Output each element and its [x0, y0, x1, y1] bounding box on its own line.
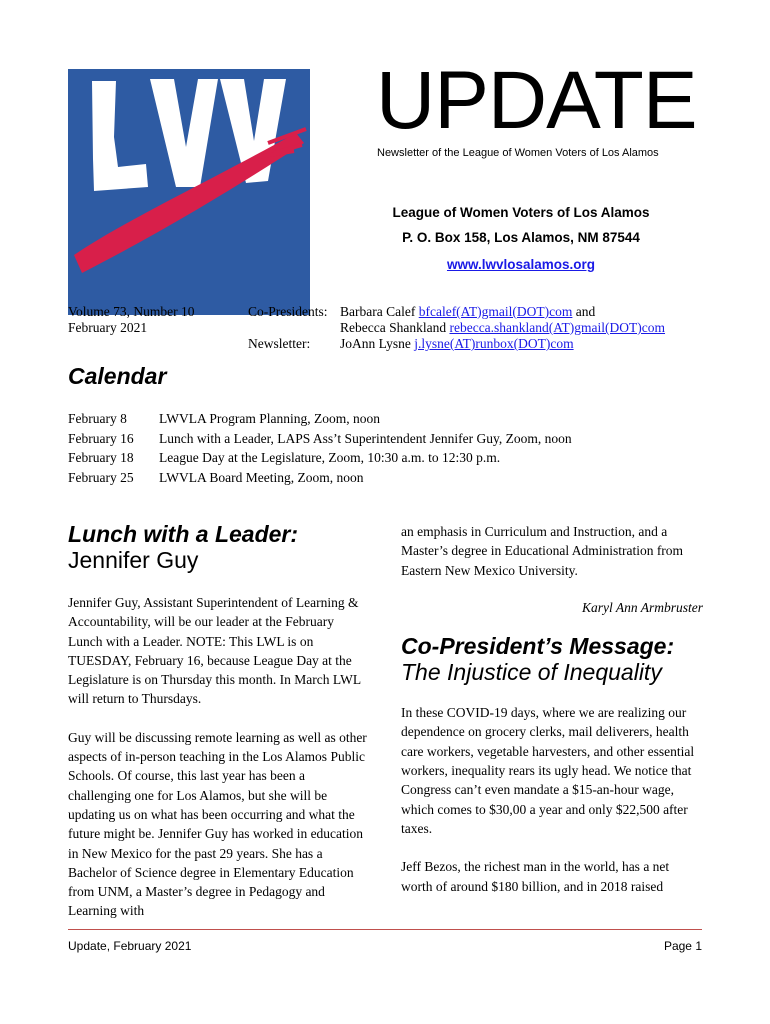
president1-and: and: [572, 304, 596, 319]
editor-email-link[interactable]: j.lysne(AT)runbox(DOT)com: [414, 336, 574, 351]
lunch-article-para: Jennifer Guy, Assistant Superintendent of Learning & Accountability, will be our leader at the February Lunch with a Leader. NOTE: This LWL is on TUESDAY, February 16, because League Day at the Legislature is on Thursday this month. In March LWL will return to Thursdays.: [68, 595, 361, 707]
newsletter-label: Newsletter:: [248, 336, 311, 351]
calendar-date: February 18: [68, 450, 134, 465]
footer-rule: [68, 929, 702, 930]
newsletter-title: UPDATE: [376, 55, 697, 146]
copresidents-label: Co-Presidents:: [248, 304, 328, 319]
lunch-article-author: Karyl Ann Armbruster: [581, 599, 703, 615]
calendar-list: [68, 409, 572, 487]
president1-name: Barbara Calef: [340, 304, 416, 319]
calendar-item: [68, 429, 572, 449]
footer-left: Update, February 2021: [68, 939, 192, 953]
president2-name: Rebecca Shankland: [340, 320, 447, 335]
calendar-item: [68, 409, 572, 429]
issue-volume: Volume 73, Number 10: [68, 304, 195, 319]
issue-date: February 2021: [68, 320, 148, 335]
lwv-logo: [68, 69, 310, 315]
calendar-item: [68, 468, 572, 488]
calendar-event: LWVLA Program Planning, Zoom, noon: [159, 411, 380, 426]
calendar-event: League Day at the Legislature, Zoom, 10:30 a.m. to 12:30 p.m.: [159, 450, 501, 465]
org-address: P. O. Box 158, Los Alamos, NM 87544: [402, 230, 640, 245]
officers-block: [248, 304, 708, 352]
org-name: League of Women Voters of Los Alamos: [392, 205, 650, 220]
calendar-event: Lunch with a Leader, LAPS Ass’t Superintendent Jennifer Guy, Zoom, noon: [159, 430, 572, 446]
editor-name: JoAnn Lysne: [340, 336, 411, 351]
lunch-article-continued: an emphasis in Curriculum and Instruction, and a Master’s degree in Educational Administration from Eastern New Mexico University.: [401, 524, 684, 578]
copresident-article-heading: Co-President’s Message:: [401, 633, 675, 660]
copresident-article-para: Jeff Bezos, the richest man in the world, has a net worth of around $180 billion, and in 2018 raised: [401, 859, 670, 894]
calendar-item: [68, 448, 572, 468]
copresident-article-para: In these COVID-19 days, where we are realizing our dependence on grocery clerks, mail deliverers, health care workers, vegetable harvesters, and other essential workers, inequality rears its ugly head. We notice that Congress can’t even mandate a $15-an-hour wage, which comes to $30,00 a year and only $22,500 after taxes.: [401, 705, 695, 836]
newsletter-subtitle: Newsletter of the League of Women Voters of Los Alamos: [377, 147, 659, 159]
right-column: [401, 522, 703, 896]
calendar-date: February 25: [68, 469, 134, 485]
calendar-event: LWVLA Board Meeting, Zoom, noon: [159, 469, 364, 485]
lunch-article: [68, 521, 378, 921]
president2-email-link[interactable]: rebecca.shankland(AT)gmail(DOT)com: [449, 320, 666, 335]
calendar-heading: Calendar: [68, 363, 167, 389]
lunch-article-subheading: Jennifer Guy: [68, 547, 199, 573]
lunch-article-para: Guy will be discussing remote learning as well as other aspects of in-person teaching in the Los Alamos Public Schools. Of course, this last year has been a challenging one for Los Alamos, but she will be updating us on what has been occurring and what the future might be. Jennifer Guy has worked in education in New Mexico for the past 29 years. She has a Bachelor of Science degree in Elementary Education from UNM, a Master’s degree in Pedagogy and Learning with: [68, 729, 367, 919]
footer-page-number: Page 1: [663, 939, 702, 953]
issue-info: [68, 304, 195, 336]
president1-email-link[interactable]: bfcalef(AT)gmail(DOT)com: [418, 304, 573, 319]
org-website-link[interactable]: www.lwvlosalamos.org: [446, 257, 596, 272]
lunch-article-heading: Lunch with a Leader:: [68, 521, 299, 547]
copresident-article-subheading: The Injustice of Inequality: [401, 659, 662, 686]
calendar-date: February 8: [68, 411, 127, 426]
calendar-date: February 16: [68, 430, 134, 446]
copresident-article: [401, 633, 703, 896]
